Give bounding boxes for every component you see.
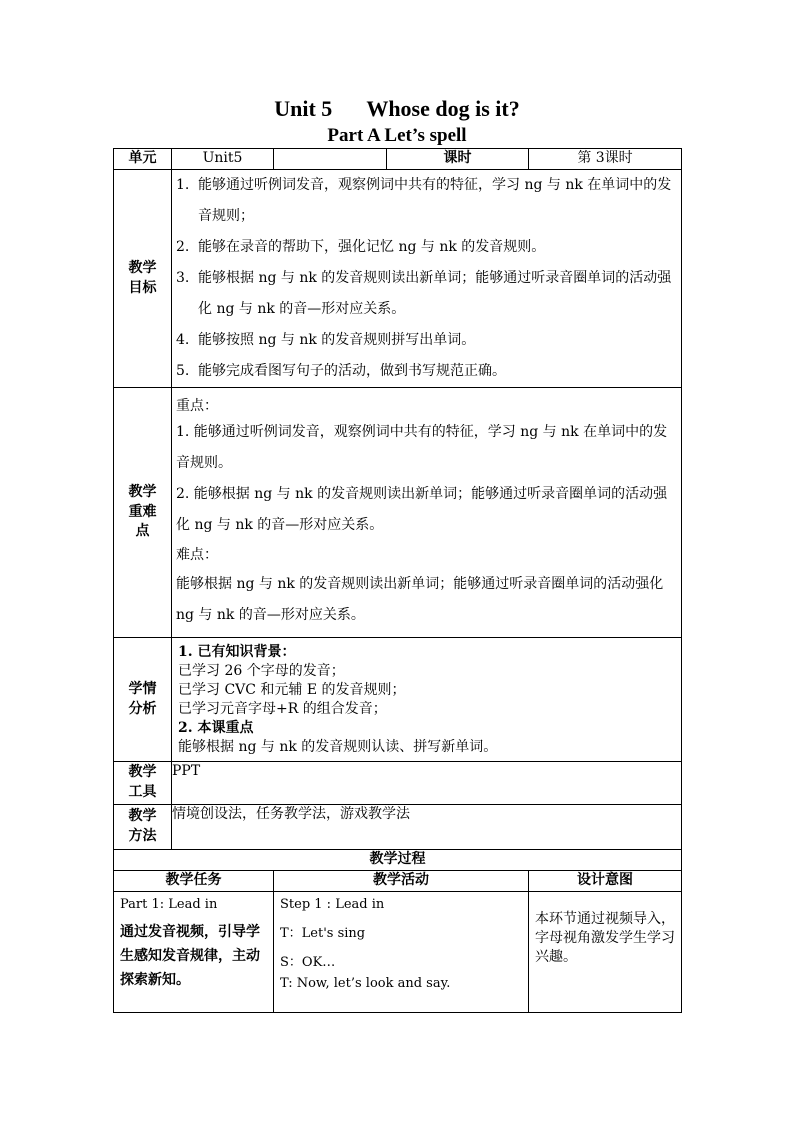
background-item: 已学习 CVC 和元辅 E 的发音规则；	[178, 681, 406, 698]
goal-number: 2.	[176, 239, 190, 255]
keypoints-row	[114, 388, 682, 638]
tools-label-line2: 工具	[128, 784, 157, 800]
keypoints-content	[172, 388, 682, 638]
tools-value: PPT	[172, 762, 682, 805]
goal-text: 能够完成看图写句子的活动，做到书写规范正确。	[198, 363, 506, 379]
process-header-row	[114, 871, 682, 892]
goal-number: 4.	[176, 332, 190, 348]
tools-label	[114, 762, 172, 805]
difficulty-point-1: 能够根据 ng 与 nk 的发音规则读出新单词；能够通过听录音圈单词的活动强化 ng 与 nk 的音—形对应关系。	[176, 575, 664, 623]
goals-row	[114, 170, 682, 388]
background-item: 已学习元音字母+R 的组合发音；	[178, 700, 387, 717]
unit-label: 单元	[114, 149, 172, 170]
goal-number: 3.	[176, 270, 190, 286]
period-label: 课时	[387, 149, 529, 170]
goal-text: 能够在录音的帮助下，强化记忆 ng 与 nk 的发音规则。	[198, 239, 546, 255]
analysis-label	[114, 638, 172, 762]
goal-number: 5.	[176, 363, 190, 379]
keypoints-label-line2: 重难	[128, 503, 157, 520]
period-value: 第 3课时	[529, 149, 682, 170]
activity-step: Step 1 : Lead in	[280, 897, 385, 912]
difficulty-heading: 难点：	[176, 546, 218, 563]
goals-label	[114, 170, 172, 388]
key-heading: 重点：	[176, 397, 218, 414]
activity-teacher-line: T: Now, let’s look and say.	[280, 976, 451, 991]
intent-text: 本环节通过视频导入，字母视角激发学生学习兴趣。	[535, 911, 675, 965]
focus-heading: 2. 本课重点	[178, 719, 254, 736]
key-point-1: 1. 能够通过听例词发音，观察例词中共有的特征，学习 ng 与 nk 在单词中的发音规则。	[176, 423, 668, 471]
background-item: 已学习 26 个字母的发音；	[178, 662, 345, 679]
lesson-plan-table	[113, 148, 682, 1013]
task-description: 通过发音视频，引导学生感知发音规律，主动探索新知。	[120, 924, 260, 988]
process-title-row	[114, 850, 682, 871]
analysis-label-line2: 分析	[128, 700, 157, 717]
keypoints-label	[114, 388, 172, 638]
focus-item: 能够根据 ng 与 nk 的发音规则认读、拼写新单词。	[178, 738, 498, 755]
goal-text: 能够根据 ng 与 nk 的发音规则读出新单词；能够通过听录音圈单词的活动强化 ng 与 nk 的音—形对应关系。	[198, 270, 672, 317]
tools-row	[114, 762, 682, 805]
unit-topic: Whose dog is it?	[366, 96, 520, 121]
tools-label-line1: 教学	[128, 764, 157, 781]
goals-label-line1: 教学	[128, 259, 157, 276]
goal-text: 能够通过听例词发音，观察例词中共有的特征，学习 ng 与 nk 在单词中的发音规则；	[198, 177, 672, 224]
activity-student-line: S：OK…	[280, 955, 336, 970]
task-title: Part 1: Lead in	[120, 897, 218, 912]
keypoints-label-line1: 教学	[128, 484, 157, 501]
col-activity-header: 教学活动	[274, 871, 529, 892]
goal-item	[172, 325, 681, 356]
goal-item	[172, 356, 681, 387]
goals-content	[172, 170, 682, 388]
doc-title	[0, 96, 794, 122]
goals-label-line2: 目标	[128, 279, 157, 296]
keypoints-label-line3: 点	[135, 523, 150, 540]
unit-row	[114, 149, 682, 170]
col-intent-header: 设计意图	[529, 871, 682, 892]
analysis-label-line1: 学情	[128, 680, 157, 697]
activity-cell	[274, 892, 529, 1013]
methods-label-line2: 方法	[128, 828, 157, 844]
goal-item	[172, 170, 681, 232]
task-cell	[114, 892, 274, 1013]
unit-value-spacer	[274, 149, 387, 170]
analysis-content	[172, 638, 682, 762]
doc-subtitle: Part A Let’s spell	[327, 125, 467, 146]
unit-name: Unit 5	[274, 96, 333, 121]
col-task-header: 教学任务	[114, 871, 274, 892]
process-title: 教学过程	[114, 850, 682, 871]
analysis-row	[114, 638, 682, 762]
activity-teacher-line: T：Let's sing	[280, 926, 366, 941]
methods-row	[114, 805, 682, 850]
methods-value: 情境创设法，任务教学法，游戏教学法	[172, 805, 682, 850]
goal-item	[172, 232, 681, 263]
process-row	[114, 892, 682, 1013]
methods-label-line1: 教学	[128, 808, 157, 825]
goal-number: 1.	[176, 177, 190, 193]
goal-item	[172, 263, 681, 325]
unit-value: Unit5	[172, 149, 274, 170]
key-point-2: 2. 能够根据 ng 与 nk 的发音规则读出新单词；能够通过听录音圈单词的活动强化 ng 与 nk 的音—形对应关系。	[176, 485, 668, 533]
background-heading: 1. 已有知识背景：	[178, 643, 296, 660]
intent-cell	[529, 892, 682, 1013]
methods-label	[114, 805, 172, 850]
goal-text: 能够按照 ng 与 nk 的发音规则拼写出单词。	[198, 332, 476, 348]
